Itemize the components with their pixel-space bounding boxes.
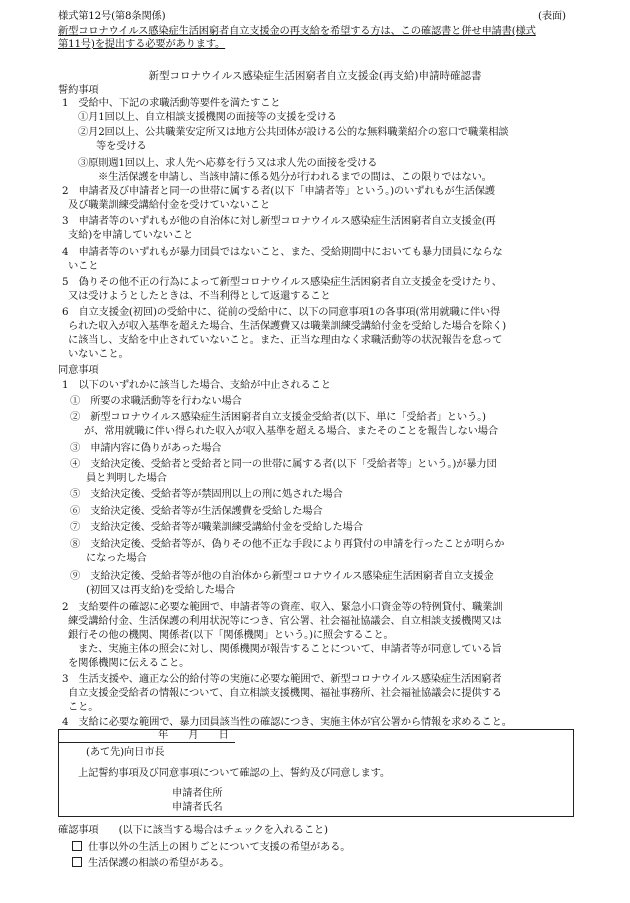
- consent-line: になった場合: [86, 552, 147, 564]
- oath-heading: 誓約事項: [58, 84, 99, 96]
- oath-line: 及び職業訓練受講給付金を受けていないこと: [68, 199, 270, 211]
- date-label: 年 月 日: [158, 729, 229, 741]
- consent-line: が、常用就職に伴い得られた収入が収入基準を超える場合、またそのことを報告しない場合: [84, 425, 498, 437]
- confirm-heading: 確認事項 (以下に該当する場合はチェックを入れること): [58, 824, 328, 836]
- oath-line: 又は受けようとしたときは、不当利得として返還すること: [68, 290, 331, 302]
- consent-line: ① 所要の求職活動等を行わない場合: [70, 395, 242, 407]
- consent-line: 銀行その他の機関、関係者(以下「関係機関」という。)に照会すること。: [68, 629, 394, 641]
- consent-line: ② 新型コロナウイルス感染症生活困窮者自立支援金受給者(以下、単に「受給者」という。): [70, 411, 486, 423]
- consent-line: ④ 支給決定後、受給者と受給者と同一の世帯に属する者(以下「受給者等」という。)が暴力団: [70, 458, 497, 470]
- oath-line: 支給)を申請していないこと: [68, 229, 193, 241]
- confirm-item-support[interactable]: [72, 841, 350, 854]
- oath-line: 等を受ける: [96, 140, 147, 152]
- consent-line: (初回又は再支給)を受給した場合: [86, 584, 235, 596]
- consent-line: また、実施主体の照会に対し、関係機関が報告することについて、申請者等が同意している旨: [78, 643, 502, 655]
- oath-line: られた収入が収入基準を超えた場合、生活保護費又は職業訓練受講給付金を受給した場合を除く): [68, 320, 506, 332]
- oath-line: いないこと。: [68, 348, 129, 360]
- oath-line: ②月2回以上、公共職業安定所又は地方公共団体が設ける公的な無料職業紹介の窓口で職業相談: [78, 126, 509, 138]
- oath-line: 2 申請者及び申請者と同一の世帯に属する者(以下「申請者等」という。)のいずれもが生活保護: [62, 185, 495, 197]
- oath-line: ③原則週1回以上、求人先へ応募を行う又は求人先の面接を受ける: [78, 157, 378, 169]
- consent-line: ⑥ 支給決定後、受給者等が生活保護費を受給した場合: [70, 505, 323, 517]
- oath-line: 1 受給中、下記の求職活動等要件を満たすこと: [62, 97, 281, 109]
- consent-line: 練受講給付金、生活保護の利用状況等につき、官公署、社会福祉協議会、自立相談支援機関又は: [68, 615, 502, 627]
- notice-line: 新型コロナウイルス感染症生活困窮者自立支援金の再支給を希望する方は、この確認書と併せ申請書(様式: [58, 25, 536, 37]
- oath-line: 4 申請者等のいずれもが暴力団員ではないこと、また、受給期間中においても暴力団員にならな: [62, 246, 503, 258]
- applicant-name-label: 申請者氏名: [172, 801, 223, 813]
- consent-line: こと。: [68, 701, 99, 713]
- oath-line: いこと: [68, 260, 99, 272]
- oath-line: に該当し、支給を中止されていないこと。また、正当な理由なく求職活動等の状況報告を怠って: [68, 334, 503, 346]
- confirm-item-welfare[interactable]: [72, 857, 229, 870]
- consent-line: 3 生活支援や、適正な公的給付等の実施に必要な範囲で、新型コロナウイルス感染症生活困窮者: [62, 673, 502, 685]
- checkbox-welfare[interactable]: [72, 857, 82, 867]
- consent-line: ⑦ 支給決定後、受給者等が職業訓練受講給付金を受給した場合: [70, 521, 363, 533]
- consent-line: を関係機関に伝えること。: [68, 657, 190, 669]
- consent-line: 4 支給に必要な範囲で、暴力団員該当性の確認につき、実施主体が官公署から情報を求めること。: [62, 716, 512, 728]
- pledge-statement: 上記誓約事項及び同意事項について確認の上、誓約及び同意します。: [78, 767, 390, 779]
- consent-heading: 同意事項: [58, 364, 99, 376]
- oath-line: 5 偽りその他不正の行為によって新型コロナウイルス感染症生活困窮者自立支援金を受けたり、: [62, 276, 502, 288]
- consent-line: ⑧ 支給決定後、受給者等が、偽りその他不正な手段により再貸付の申請を行ったことが明らか: [70, 538, 505, 550]
- notice-line: 第11号)を提出する必要があります。: [58, 38, 226, 50]
- oath-line: ①月1回以上、自立相談支援機関の面接等の支援を受ける: [78, 111, 337, 123]
- consent-line: 自立支援金受給者の情報について、自立相談支援機関、福祉事務所、社会福祉協議会に提供する: [68, 687, 502, 699]
- consent-line: 1 以下のいずれかに該当した場合、支給が中止されること: [62, 379, 331, 391]
- consent-line: 2 支給要件の確認に必要な範囲で、申請者等の資産、収入、緊急小口資金等の特例貸付、職業訓: [62, 601, 503, 613]
- checkbox-support[interactable]: [72, 841, 82, 851]
- date-separator-line: [59, 742, 235, 743]
- confirm-item-label: 生活保護の相談の希望がある。: [88, 857, 230, 869]
- consent-line: 員と判明した場合: [86, 472, 167, 484]
- form-number: 様式第12号(第8条関係): [58, 10, 166, 22]
- consent-line: ⑨ 支給決定後、受給者等が他の自治体から新型コロナウイルス感染症生活困窮者自立支援金: [70, 570, 494, 582]
- page-side-label: (表面): [538, 10, 566, 22]
- addressee: (あて先)向日市長: [86, 746, 165, 758]
- consent-line: ③ 申請内容に偽りがあった場合: [70, 442, 222, 454]
- applicant-address-label: 申請者住所: [172, 787, 223, 799]
- consent-line: ⑤ 支給決定後、受給者等が禁固刑以上の刑に処された場合: [70, 488, 343, 500]
- oath-line: ※生活保護を申請し、当該申請に係る処分が行われるまでの間は、この限りではない。: [98, 171, 492, 183]
- confirm-item-label: 仕事以外の生活上の困りごとについて支援の希望がある。: [88, 841, 351, 853]
- document-title: 新型コロナウイルス感染症生活困窮者自立支援金(再支給)申請時確認書: [148, 70, 482, 82]
- oath-line: 6 自立支援金(初回)の受給中に、従前の受給中に、以下の同意事項1の各事項(常用就職に伴い得: [62, 306, 501, 318]
- oath-line: 3 申請者等のいずれもが他の自治体に対し新型コロナウイルス感染症生活困窮者自立支援金(再: [62, 215, 496, 227]
